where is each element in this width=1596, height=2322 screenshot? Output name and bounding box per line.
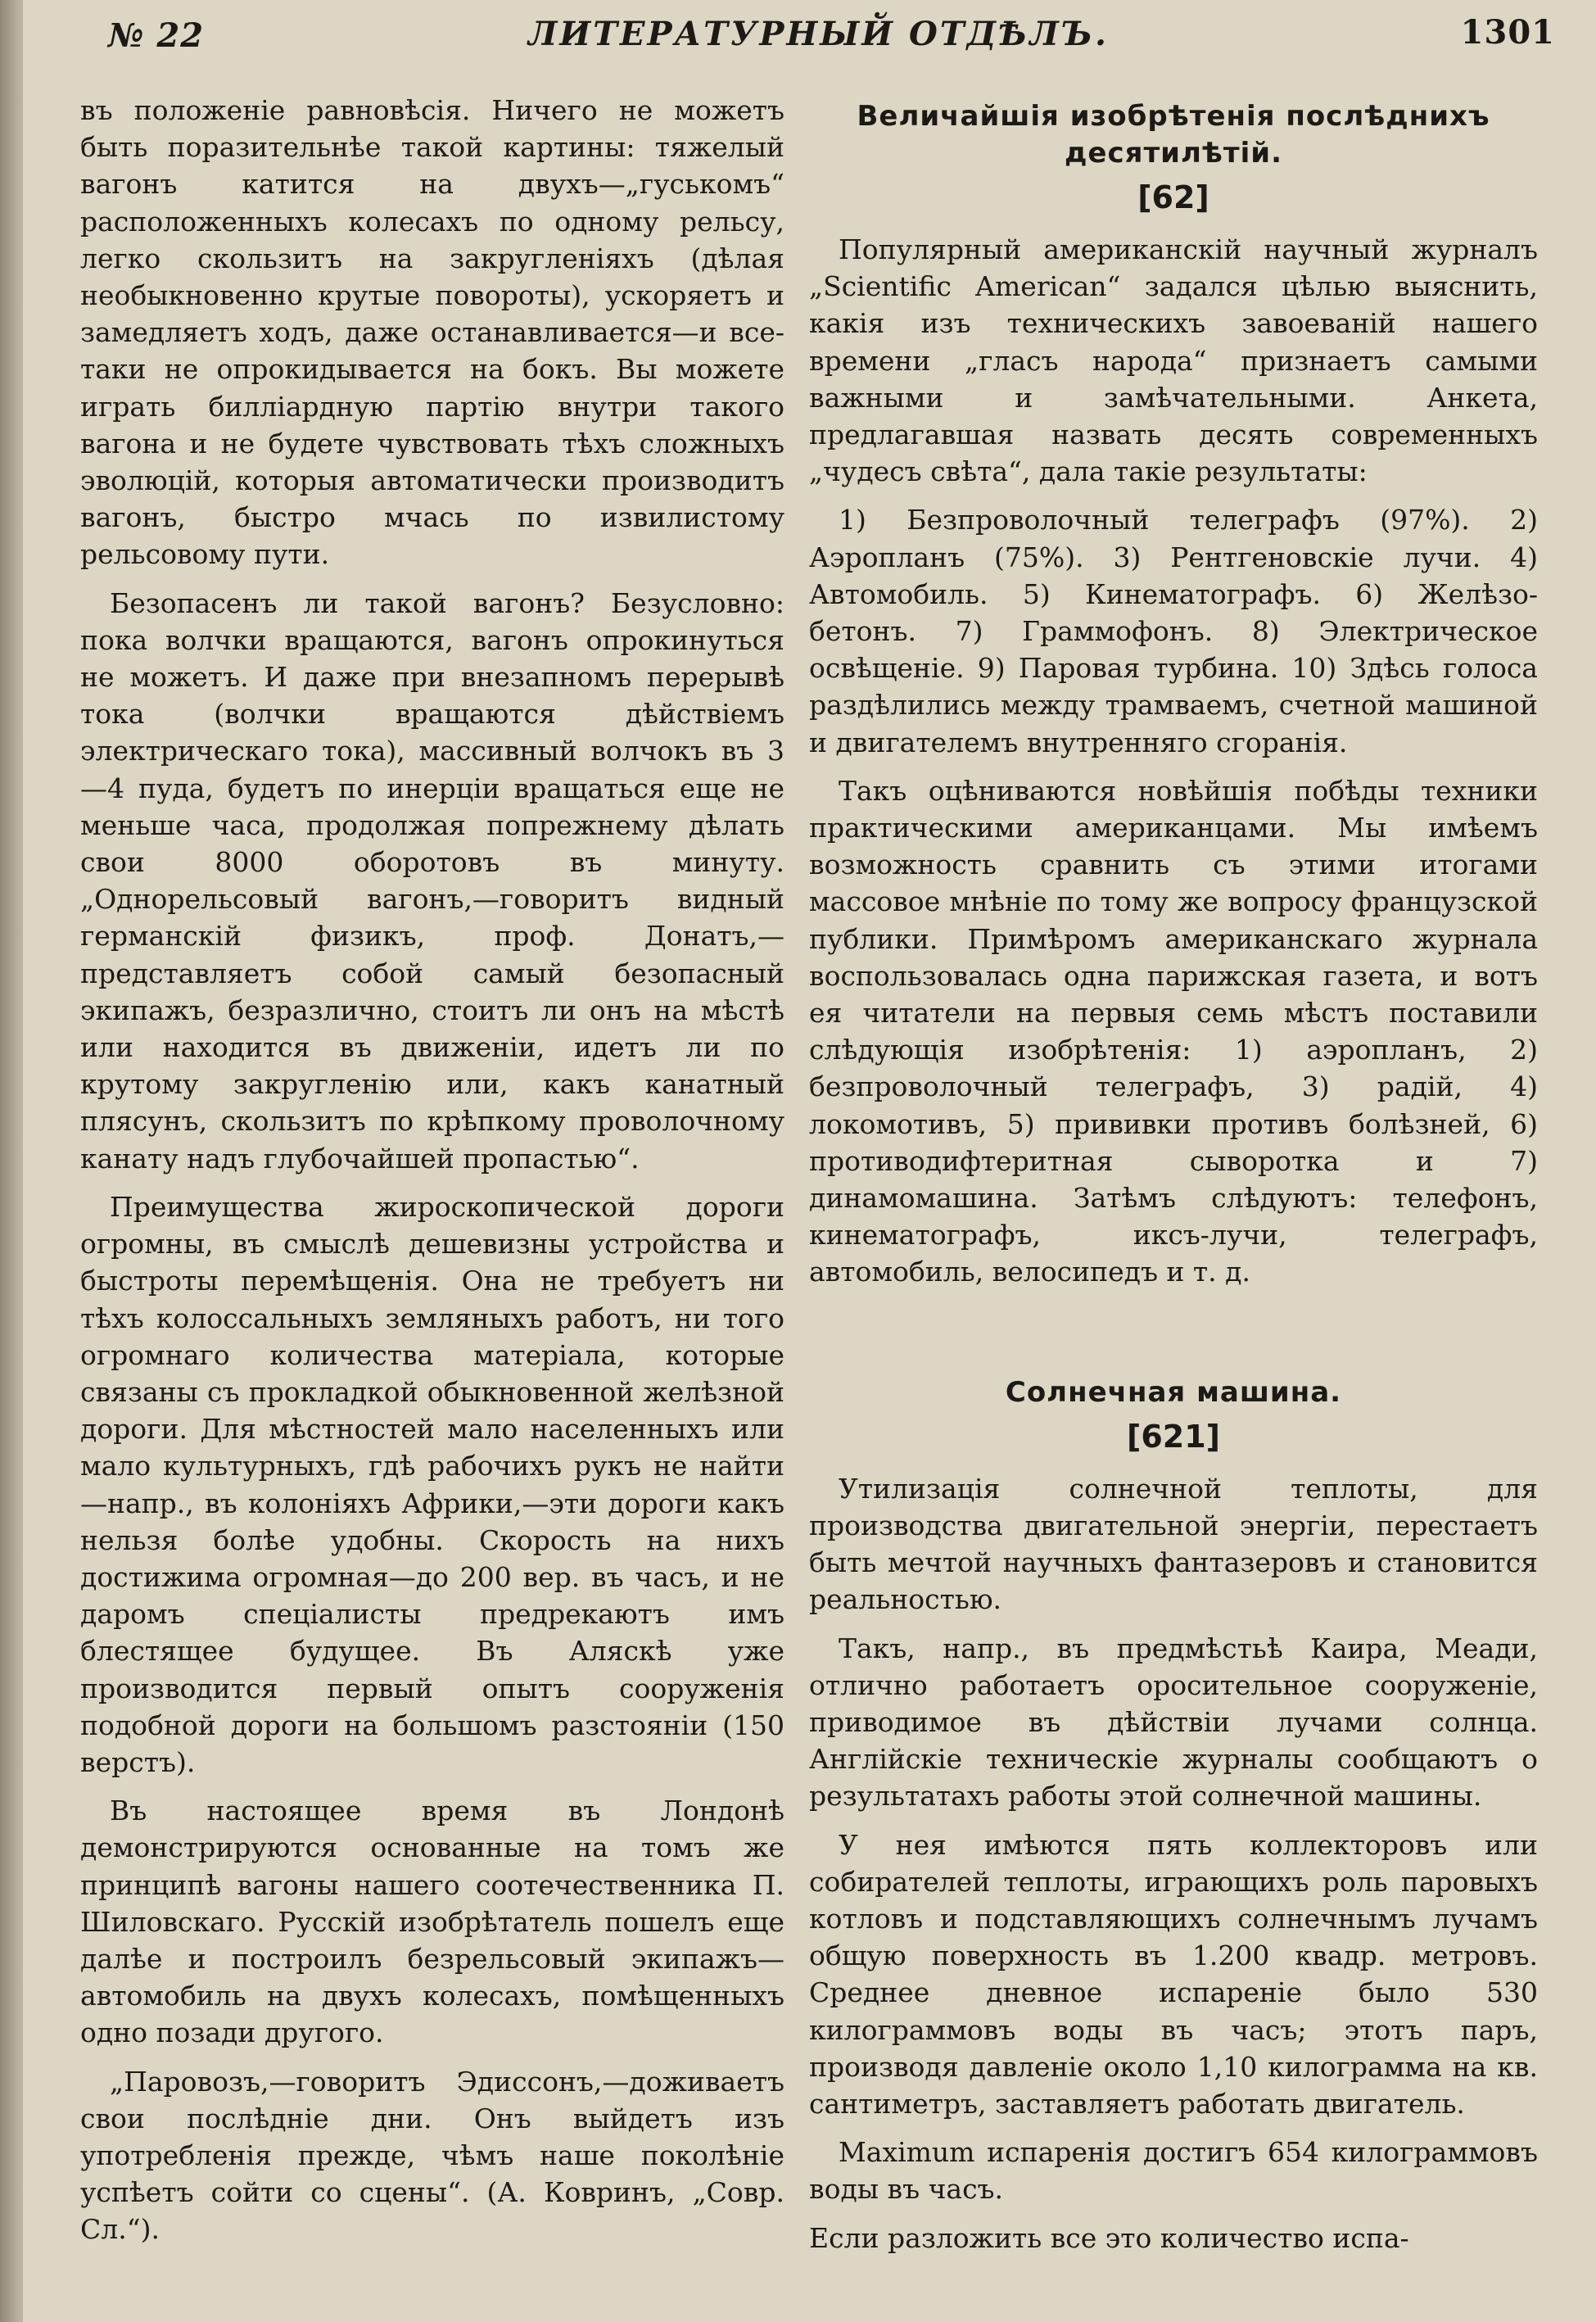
page-number: 1301	[1460, 13, 1555, 52]
article-title: Величайшія изобрѣтенія послѣднихъ десятилѣтій.	[857, 100, 1490, 170]
paragraph: Въ настоящее время въ Лондонѣ демонстрируются основанные на томъ же принципѣ вагоны нашего соотечественника П. Шиловскаго. Русскій изобрѣтатель пошелъ еще далѣе и построилъ безрельсовый экипажъ—автомобиль на двухъ колесахъ, помѣщенныхъ одно позади другого.	[80, 1795, 784, 2049]
page-scan	[23, 0, 1596, 2322]
article-title: Солнечная машина.	[1005, 1375, 1342, 1409]
spacer	[809, 1302, 1538, 1368]
section-title: ЛИТЕРАТУРНЫЙ ОТДѢЛЪ.	[528, 15, 1109, 53]
paragraph: Такъ оцѣниваются новѣйшія побѣды техники практическими американцами. Мы имѣемъ возможность сравнить съ этими итогами массовое мнѣніе по тому же вопросу французской публики. Примѣромъ американскаго журнала воспользовалась одна парижская газета, и вотъ ея читатели на первыя семь мѣстъ поставили слѣдующія изобрѣтенія: 1) аэропланъ, 2) безпроволочный телеграфъ, 3) радій, 4) локомотивъ, 5) прививки противъ болѣзней, 6) противодифтеритная сыворотка и 7) динамомашина. Затѣмъ слѣдуютъ: телефонъ, кинематографъ, иксъ-лучи, телеграфъ, автомобиль, велосипедъ и т. д.	[809, 774, 1538, 1288]
page-header	[82, 10, 1555, 67]
left-column	[80, 92, 784, 2260]
paragraph: „Паровозъ,—говоритъ Эдиссонъ,—доживаетъ свои послѣдніе дни. Онъ выйдетъ изъ употребленія прежде, чѣмъ наше поколѣніе успѣетъ сойти со сцены“. (А. Ковринъ, „Совр. Сл.“).	[80, 2065, 784, 2246]
paragraph: Популярный американскій научный журналъ „Scientific American“ задался цѣлью выяснить, какія изъ техническихъ завоеваній нашего времени „гласъ народа“ признаетъ самыми важными и замѣчательными. Анкета, предлагавшая назвать десять современныхъ „чудесъ свѣта“, дала такіе результаты:	[809, 233, 1538, 488]
paragraph: Такъ, напр., въ предмѣстьѣ Каира, Меади, отлично работаетъ оросительное сооруженіе, приводимое въ дѣйствіи лучами солнца. Англійскіе техническіе журналы сообщаютъ о результатахъ работы этой солнечной машины.	[809, 1632, 1538, 1813]
article-number: [621]	[1126, 1418, 1221, 1455]
right-column	[809, 92, 1538, 2268]
paragraph: Если разложить все это количество испа-	[809, 2221, 1409, 2254]
paragraph: въ положеніе равновѣсія. Ничего не можетъ быть поразительнѣе такой картины: тяжелый вагонъ катится на двухъ—„гуськомъ“ расположенныхъ колесахъ по одному рельсу, легко скользитъ на закругленіяхъ (дѣлая необыкновенно крутые повороты), ускоряетъ и замедляетъ ходъ, даже останавливается—и все-таки не опрокидывается на бокъ. Вы можете играть билліардную партію внутри такого вагона и не будете чувствовать тѣхъ сложныхъ эволюцій, которыя автоматически производитъ вагонъ, быстро мчась по извилистому рельсовому пути.	[80, 94, 784, 571]
paragraph: Maximum испаренія достигъ 654 килограммовъ воды въ часъ.	[809, 2136, 1538, 2206]
paragraph: Утилизація солнечной теплоты, для производства двигательной энергіи, перестаетъ быть мечтой научныхъ фантазеровъ и становится реальностью.	[809, 1472, 1538, 1616]
paragraph: 1) Безпроволочный телеграфъ (97%). 2) Аэропланъ (75%). 3) Рентгеновскіе лучи. 4) Автомобиль. 5) Кинематографъ. 6) Желѣзо-бетонъ. 7) Граммофонъ. 8) Электрическое освѣщеніе. 9) Паровая турбина. 10) Здѣсь голоса раздѣлились между трамваемъ, счетной машиной и двигателемъ внутренняго сгоранія.	[809, 504, 1538, 758]
article-number: [62]	[1137, 179, 1209, 215]
paragraph: У нея имѣются пять коллекторовъ или собирателей теплоты, играющихъ роль паровыхъ котловъ и подставляющихъ солнечнымъ лучамъ общую поверхность въ 1.200 квадр. метровъ. Среднее дневное испареніе было 530 килограммовъ воды въ часъ; этотъ паръ, производя давленіе около 1,10 килограмма на кв. сантиметръ, заставляетъ работать двигатель.	[809, 1828, 1538, 2120]
paragraph: Преимущества жироскопической дороги огромны, въ смыслѣ дешевизны устройства и быстроты перемѣщенія. Она не требуетъ ни тѣхъ колоссальныхъ земляныхъ работъ, ни того огромнаго количества матеріала, которые связаны съ прокладкой обыкновенной желѣзной дороги. Для мѣстностей мало населенныхъ или мало культурныхъ, гдѣ рабочихъ рукъ не найти—напр., въ колоніяхъ Африки,—эти дороги какъ нельзя болѣе удобны. Скорость на нихъ достижима огромная—до 200 вер. въ часъ, и не даромъ спеціалисты предрекаютъ имъ блестящее будущее. Въ Аляскѣ уже производится первый опытъ сооруженія подобной дороги на большомъ разстояніи (150 верстъ).	[80, 1190, 784, 1778]
issue-number: № 22	[108, 16, 205, 55]
paragraph: Безопасенъ ли такой вагонъ? Безусловно: пока волчки вращаются, вагонъ опрокинуться не можетъ. И даже при внезапномъ перерывѣ тока (волчки вращаются дѣйствіемъ электрическаго тока), массивный волчокъ въ 3—4 пуда, будетъ по инерціи вращаться еще не меньше часа, продолжая попрежнему дѣлать свои 8000 оборотовъ въ минуту. „Однорельсовый вагонъ,—говоритъ видный германскій физикъ, проф. Донатъ,—представляетъ собой самый безопасный экипажъ, безразлично, стоитъ ли онъ на мѣстѣ или находится въ движеніи, идетъ ли по крутому закругленію или, какъ канатный плясунъ, скользитъ по крѣпкому проволочному канату надъ глубочайшей пропастью“.	[80, 586, 784, 1175]
